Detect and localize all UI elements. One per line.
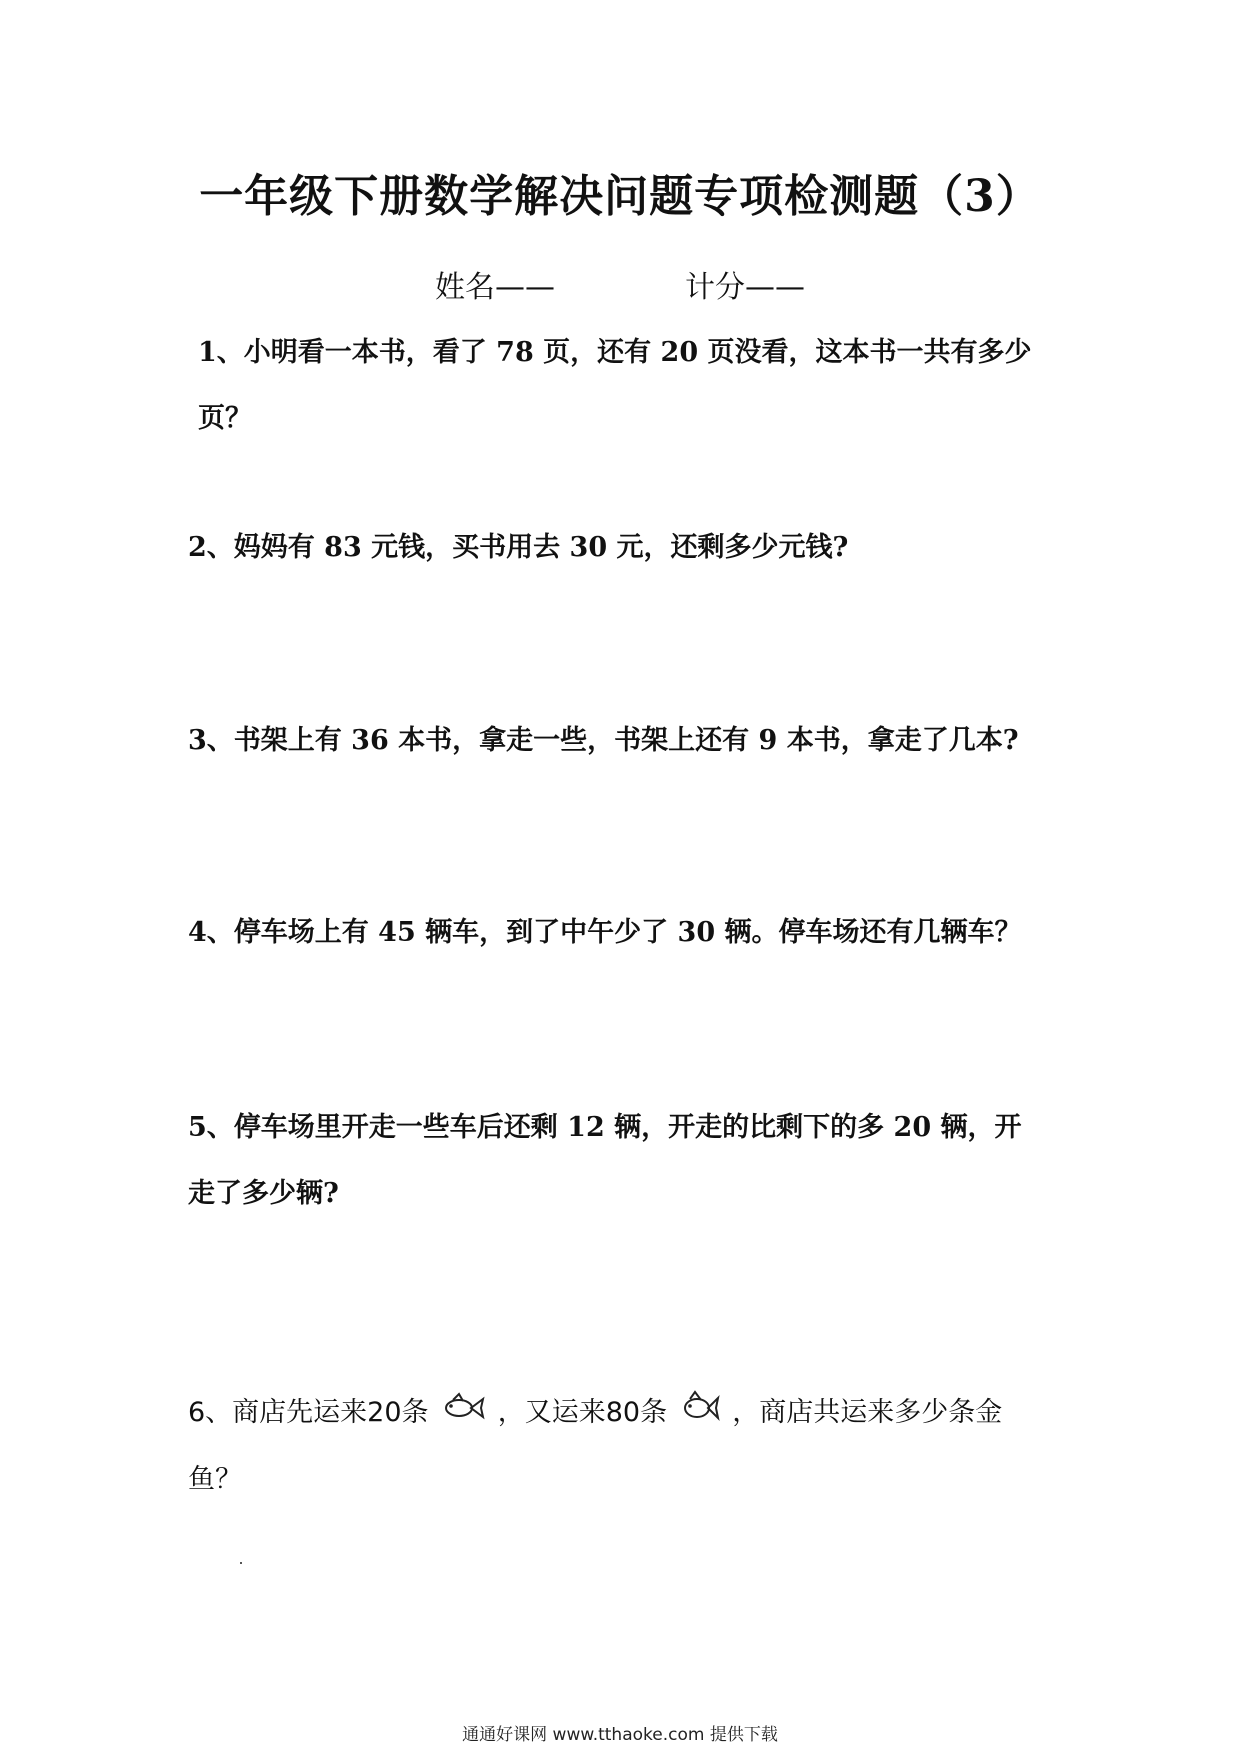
name-label: 姓名—— xyxy=(435,270,555,305)
page-footer: 通通好课网 www.tthaoke.com 提供下载 xyxy=(462,1725,778,1745)
question-5-line-2: 走了多少辆? xyxy=(188,1178,339,1209)
question-3 xyxy=(188,708,1068,774)
question-1 xyxy=(198,320,1078,452)
question-2 xyxy=(188,515,1068,581)
scan-speck xyxy=(240,1562,242,1564)
question-6-line-1 xyxy=(188,1380,1068,1447)
question-6-part-1: 6、商店先运来20条 xyxy=(188,1397,429,1428)
question-2-line-1: 2、妈妈有 83 元钱，买书用去 30 元，还剩多少元钱? xyxy=(188,532,849,563)
goldfish-icon xyxy=(441,1381,485,1447)
question-6-part-3: ，商店共运来多少条金 xyxy=(732,1397,1003,1428)
question-4 xyxy=(188,900,1068,966)
page-title: 一年级下册数学解决问题专项检测题（3） xyxy=(199,171,1041,222)
question-3-line-1: 3、书架上有 36 本书，拿走一些，书架上还有 9 本书，拿走了几本? xyxy=(188,725,1019,756)
question-5 xyxy=(188,1095,1068,1227)
score-label: 计分—— xyxy=(685,270,805,305)
question-1-line-1: 1、小明看一本书，看了 78 页，还有 20 页没看，这本书一共有多少 xyxy=(198,337,1032,368)
question-4-line-1: 4、停车场上有 45 辆车，到了中午少了 30 辆。停车场还有几辆车？ xyxy=(188,917,1022,948)
question-6 xyxy=(188,1380,1068,1513)
question-1-line-2: 页？ xyxy=(198,403,252,434)
student-info xyxy=(0,262,1240,306)
question-5-line-1: 5、停车场里开走一些车后还剩 12 辆，开走的比剩下的多 20 辆，开 xyxy=(188,1112,1022,1143)
goldfish-icon xyxy=(680,1381,720,1447)
question-6-line-2: 鱼？ xyxy=(188,1463,242,1495)
question-6-part-2: ，又运来80条 xyxy=(497,1397,668,1428)
